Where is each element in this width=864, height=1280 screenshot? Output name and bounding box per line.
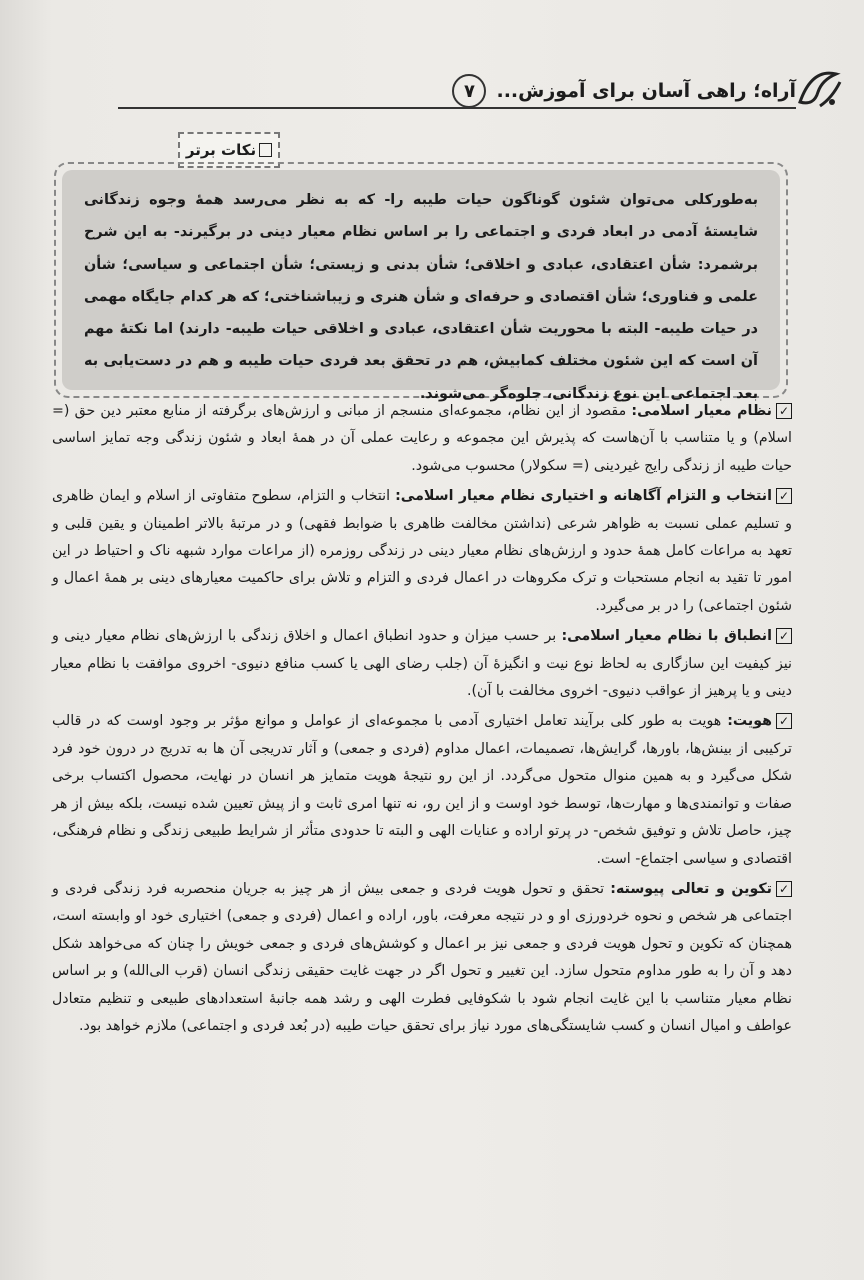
definition-text: مقصود از این نظام، مجموعه‌ای منسجم از مبانی و ارزش‌های برگرفته از منابع معتبر دین حق (= اسلام) و یا متناسب با آن‌هاست که پذیرش این مجموعه و رعایت عملی آن در همهٔ ابعاد و شئون زندگی وجه تمایز اساسی حیات طیبه از زندگی رایج غیردینی (= سکولار) محسوب می‌شود.	[52, 403, 792, 474]
checkbox-icon: ✓	[776, 628, 792, 644]
definition-term: انتخاب و التزام آگاهانه و اختیاری نظام معیار اسلامی:	[395, 488, 772, 505]
definition-text: انتخاب و التزام، سطوح متفاوتی از اسلام و ایمان ظاهری و تسلیم عملی نسبت به ظواهر شرعی (نداشتن مخالفت ظاهری با ضوابط فقهی) و در مرتبهٔ بالاتر اطمینان و یقین قلبی و تعهد به مراعات کامل همهٔ حدود و ارزش‌های نظام معیار دینی در زندگی روزمره (از مراعات موارد شبهه ناک و احتیاط در این امور تا تقید به انجام مستحبات و ترک مکروهات در اعمال فردی و التزام و تلاش برای حاکمیت معیارهای دینی بر همهٔ اعمال و شئون اجتماعی) را در بر می‌گیرد.	[52, 488, 792, 614]
definition-item	[52, 623, 792, 705]
checkbox-icon: ✓	[776, 403, 792, 419]
definition-text: تحقق و تحول هویت فردی و جمعی بیش از هر چیز به جریان منحصربه فرد زندگی فردی و اجتماعی هر شخص و نحوه خردورزی او و در نتیجه معرفت، باور، اراده و اعمال (فردی و جمعی) اختیاری خود او وابسته است، همچنان که تکوین و تحول هویت فردی و جمعی نیز بر اعمال و کوشش‌های فردی و جمعی خویش را چنان که می‌خواهد شکل دهد و آن را به طور مداوم متحول سازد. این تغییر و تحول اگر در جهت غایت حقیقی زندگی انسان (قرب الی‌الله) و بر اساس نظام معیار متناسب با این غایت انجام شود با شکوفایی فطرت الهی و رشد همه جانبهٔ استعدادهای طبیعی و تنظیم متعادل عواطف و امیال انسان و کسب شایستگی‌های مورد نیاز برای تحقق حیات طیبه (در بُعد فردی و اجتماعی) ملازم خواهد بود.	[52, 880, 792, 1034]
definition-term: تکوین و تعالی پیوسته:	[610, 880, 772, 897]
callout-box	[54, 162, 788, 402]
definition-term: هویت:	[727, 713, 772, 730]
checkbox-icon: ✓	[776, 713, 792, 729]
running-header	[118, 74, 796, 108]
publisher-logo-icon	[792, 62, 848, 116]
callout-text: به‌طورکلی می‌توان شئون گوناگون حیات طیبه را- که به نظر می‌رسد همهٔ وجوه زندگانی شایستهٔ آدمی در ابعاد فردی و اجتماعی را بر اساس نظام معیار دینی در برگیرند- به این شرح برشمرد: شأن اعتقادی، عبادی و اخلاقی؛ شأن بدنی و زیستی؛ شأن اجتماعی و سیاسی؛ شأن علمی و فناوری؛ شأن اقتصادی و حرفه‌ای و شأن هنری و زیباشناختی؛ که هر کدام جایگاه مهمی در حیات طیبه- البته با محوریت شأن اعتقادی، عبادی و اخلاقی حیات طیبه- دارند) اما نکتهٔ مهم آن است که این شئون مختلف کمابیش، هم در تحقق بعد فردی حیات طیبه و هم در دست‌یابی به بعد اجتماعی این نوع زندگانی، جلوه‌گر می‌شوند.	[62, 170, 780, 390]
callout-tag-label: نکات برتر	[185, 141, 257, 159]
page-number: ۷	[452, 74, 486, 108]
body-content	[52, 398, 792, 1043]
header-rule	[118, 107, 796, 109]
checkbox-icon: ✓	[776, 488, 792, 504]
definition-item	[52, 876, 792, 1040]
notes-icon	[259, 143, 272, 157]
header-title: آراه؛ راهی آسان برای آموزش...	[496, 80, 796, 102]
definition-term: نظام معیار اسلامی:	[631, 403, 773, 419]
definition-item	[52, 708, 792, 872]
definition-text: هویت به طور کلی برآیند تعامل اختیاری آدمی با مجموعه‌ای از عوامل و موانع مؤثر بر وجود اوست که در قالب ترکیبی از بینش‌ها، باورها، گرایش‌ها، تصمیمات، اعمال مداوم (فردی و جمعی) و آثار تدریجی آن ها به تدریج در درون خود فرد شکل می‌گیرد و به همین منوال متحول می‌گردد. از این رو نتیجهٔ هویت متمایز هر انسان در نهایت، محصول اکتساب برخی صفات و توانمندی‌ها و مهارت‌ها، توسط خود اوست و از این رو، نه تنها امری ثابت و از پیش تعیین شده نیست، بلکه بیش از هر چیز، حاصل تلاش و توفیق شخص- در پرتو اراده و عنایات الهی و البته تا حدودی متأثر از شرایط طبیعی زندگی و نظام فرهنگی، اقتصادی و سیاسی اجتماع- است.	[52, 713, 792, 867]
checkbox-icon: ✓	[776, 881, 792, 897]
definition-text: بر حسب میزان و حدود انطباق اعمال و اخلاق زندگی با ارزش‌های نظام معیار دینی و نیز کیفیت این سازگاری به لحاظ نوع نیت و انگیزهٔ آن (جلب رضای الهی یا کسب منافع دنیوی- اخروی موافقت با نظام معیار دینی و یا پرهیز از عواقب دنیوی- اخروی مخالفت با آن).	[52, 628, 792, 700]
definition-term: انطباق با نظام معیار اسلامی:	[561, 628, 772, 645]
definition-item	[52, 398, 792, 480]
definition-item	[52, 483, 792, 620]
